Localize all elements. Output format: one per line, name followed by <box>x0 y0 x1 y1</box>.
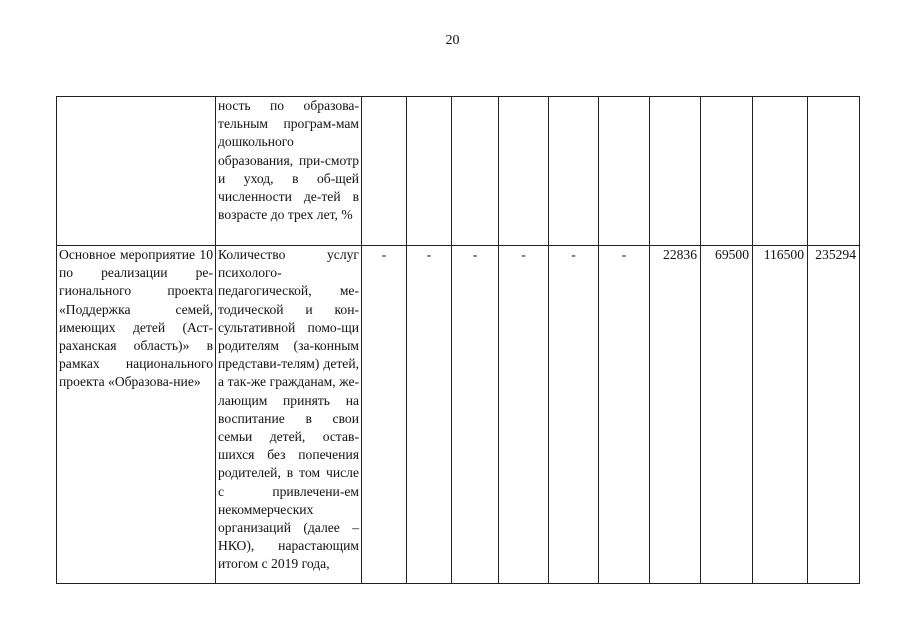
value-cell: 69500 <box>701 246 753 584</box>
measure-cell <box>57 246 216 584</box>
indicator-table <box>56 96 860 584</box>
value-cell: - <box>499 246 549 584</box>
value-cell <box>452 97 499 246</box>
value-cell: 235294 <box>808 246 860 584</box>
value-cell <box>753 97 808 246</box>
value-cell <box>808 97 860 246</box>
measure-text: Основное мероприятие 10 по реализации ре-гионального проекта «Поддержка семей, имеющих детей (Аст-раханская область)» в рамках национального проекта «Образова-ние» <box>59 247 213 390</box>
value-cell <box>650 97 701 246</box>
value-cell: - <box>362 246 407 584</box>
indicator-cell <box>216 246 362 584</box>
page-number: 20 <box>445 33 460 48</box>
table-row <box>57 97 860 246</box>
value-cell <box>407 97 452 246</box>
table-row <box>57 246 860 584</box>
indicator-cell <box>216 97 362 246</box>
value-cell: 22836 <box>650 246 701 584</box>
value-cell <box>549 97 599 246</box>
indicator-text: Количество услуг психолого-педагогической, ме-тодической и кон-сультативной помо-щи родителям (за-конным представи-телям) детей, а так-же гражданам, же-лающим принять на воспитание в свои семьи детей, остав-шихся без попечения родителей, в том числе с привлечени-ем некоммерческих организаций (далее – НКО), нарастающим итогом с 2019 года, <box>218 247 359 572</box>
measure-cell <box>57 97 216 246</box>
value-cell: - <box>549 246 599 584</box>
value-cell: - <box>407 246 452 584</box>
value-cell <box>362 97 407 246</box>
value-cell: - <box>599 246 650 584</box>
value-cell <box>499 97 549 246</box>
value-cell: 116500 <box>753 246 808 584</box>
indicator-text: ность по образова-тельным програм-мам дошкольного образования, при-смотр и уход, в об-щей численности де-тей в возрасте до трех лет, % <box>218 98 359 223</box>
value-cell <box>701 97 753 246</box>
value-cell: - <box>452 246 499 584</box>
value-cell <box>599 97 650 246</box>
